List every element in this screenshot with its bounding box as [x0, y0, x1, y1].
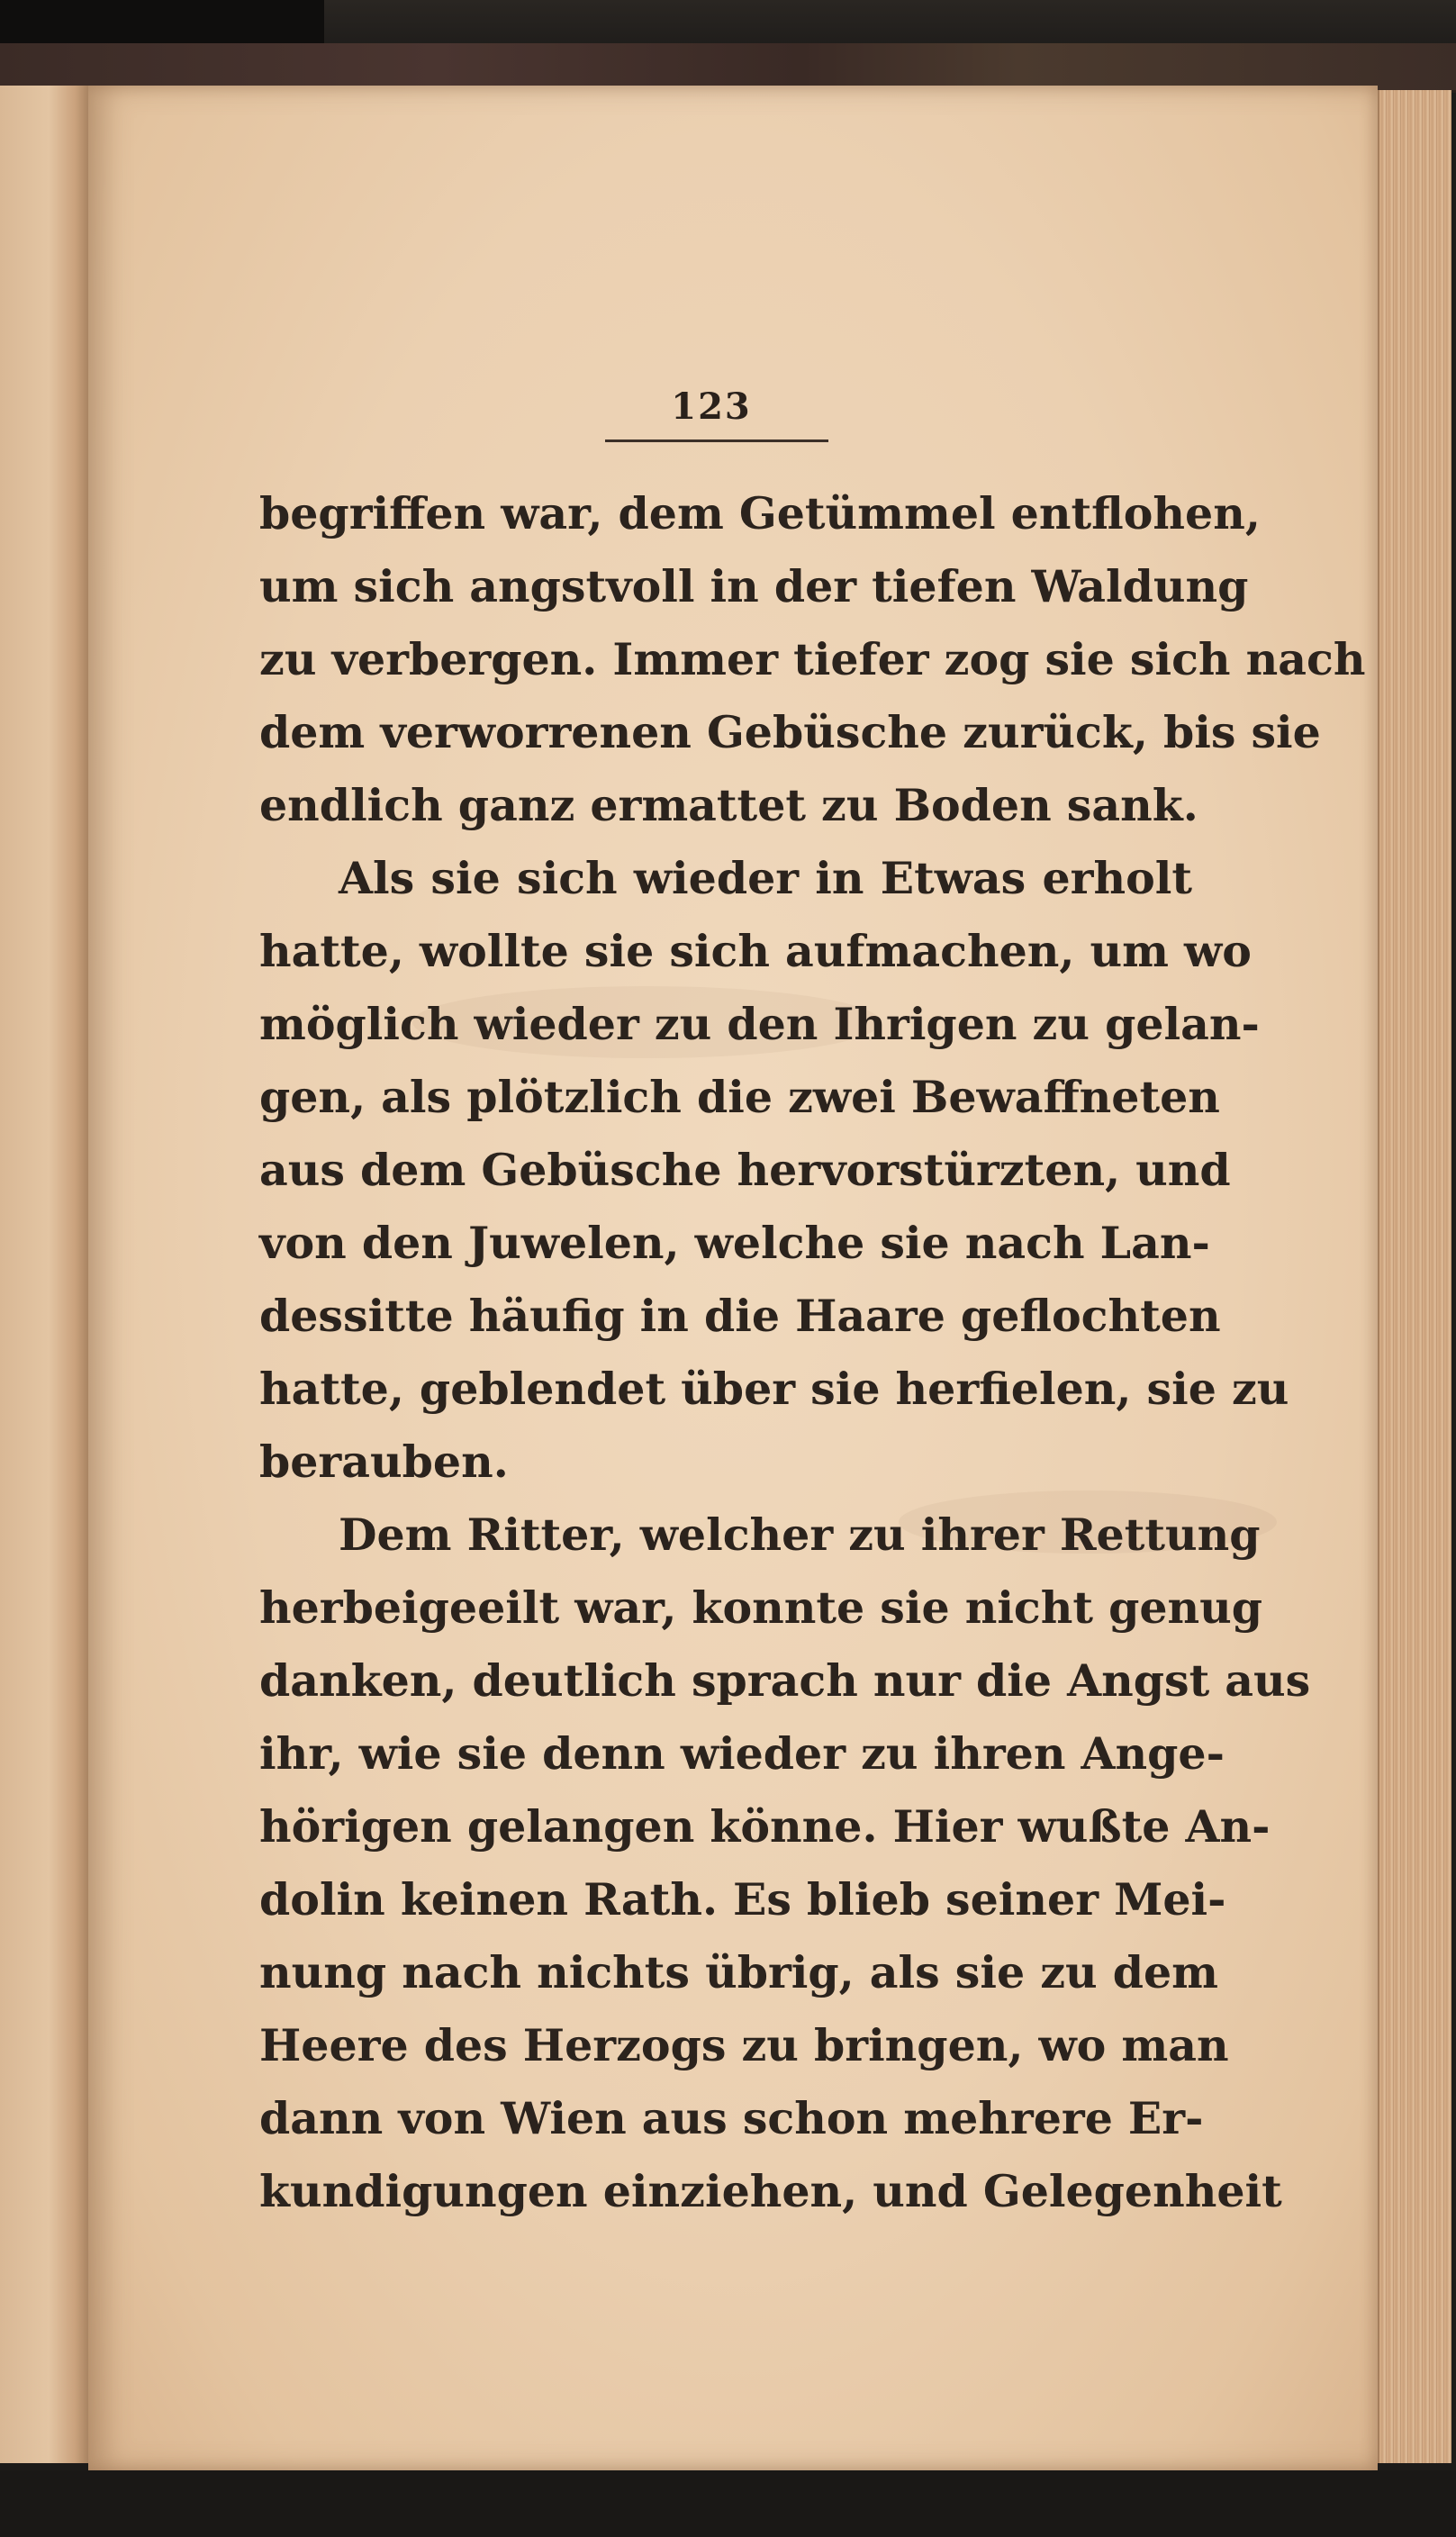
scanner-gap — [0, 0, 324, 50]
text-line: Dem Ritter, welcher zu ihrer Rettung — [339, 1509, 1261, 1561]
body-text — [259, 477, 1366, 2228]
page-block-edges — [1378, 90, 1451, 2463]
text-line: dessitte häufig in die Haare geflochten — [259, 1290, 1221, 1342]
text-line: hatte, geblendet über sie herfielen, sie zu — [259, 1363, 1289, 1415]
text-line: von den Juwelen, welche sie nach Lan- — [259, 1217, 1210, 1269]
text-line: dem verworrenen Gebüsche zurück, bis sie — [259, 706, 1321, 758]
facing-page-edge — [0, 86, 88, 2463]
text-line: dann von Wien aus schon mehrere Er- — [259, 2092, 1204, 2144]
text-line: kundigungen einziehen, und Gelegenheit — [259, 2165, 1282, 2217]
text-line: Als sie sich wieder in Etwas erholt — [339, 852, 1192, 904]
text-line: Heere des Herzogs zu bringen, wo man — [259, 2019, 1229, 2071]
text-line: gen, als plötzlich die zwei Bewaffneten — [259, 1071, 1220, 1123]
header-rule — [605, 439, 828, 442]
text-line: nung nach nichts übrig, als sie zu dem — [259, 1946, 1219, 1998]
text-line: berauben. — [259, 1436, 509, 1488]
text-line: hatte, wollte sie sich aufmachen, um wo — [259, 925, 1252, 977]
text-line: zu verbergen. Immer tiefer zog sie sich nach — [259, 633, 1366, 685]
text-line: hörigen gelangen könne. Hier wußte An- — [259, 1800, 1271, 1853]
text-line: aus dem Gebüsche hervorstürzten, und — [259, 1144, 1231, 1196]
text-line: dolin keinen Rath. Es blieb seiner Mei- — [259, 1873, 1226, 1925]
text-line: möglich wieder zu den Ihrigen zu gelan- — [259, 998, 1260, 1050]
scanner-background-bottom — [0, 2470, 1456, 2537]
text-line: begriffen war, dem Getümmel entflohen, — [259, 487, 1261, 539]
text-line: herbeigeeilt war, konnte sie nicht genug — [259, 1581, 1263, 1634]
text-line: endlich ganz ermattet zu Boden sank. — [259, 779, 1198, 831]
page-number: 123 — [671, 385, 752, 428]
text-line: um sich angstvoll in der tiefen Waldung — [259, 560, 1249, 612]
text-line: ihr, wie sie denn wieder zu ihren Ange- — [259, 1727, 1225, 1780]
text-line: danken, deutlich sprach nur die Angst aus — [259, 1654, 1311, 1707]
